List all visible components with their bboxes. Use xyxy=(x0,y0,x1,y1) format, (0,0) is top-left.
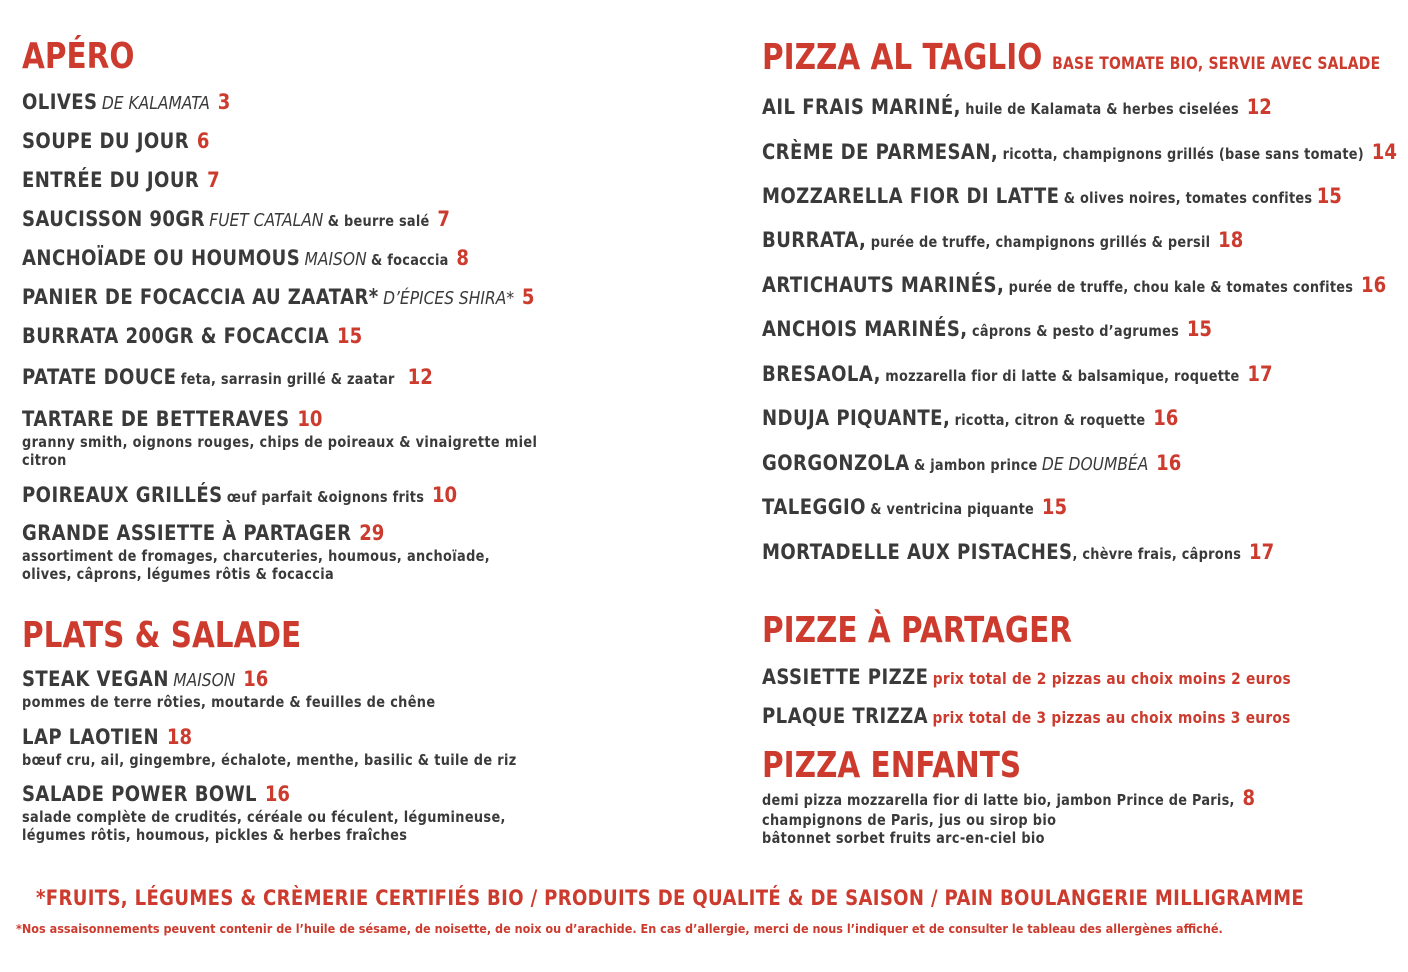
item-price: 18 xyxy=(166,725,193,749)
menu-item xyxy=(22,285,618,311)
item-desc: demi pizza mozzarella fior di latte bio, jambon Prince de Paris, xyxy=(762,791,1235,809)
menu-item xyxy=(22,725,597,769)
menu-item xyxy=(762,495,1117,521)
section-title-enfants: PIZZA ENFANTS xyxy=(762,745,1022,786)
item-desc: & jambon prince xyxy=(913,456,1038,474)
menu-item xyxy=(762,228,1322,254)
item-desc: citron xyxy=(22,451,67,469)
item-desc: granny smith, oignons rouges, chips de poireaux & vinaigrette miel xyxy=(22,433,538,451)
item-desc: & ventricina piquante xyxy=(870,500,1035,518)
item-price: 17 xyxy=(1249,540,1275,564)
item-origin: D’ÉPICES SHIRA* xyxy=(383,288,515,309)
item-price: 6 xyxy=(196,129,210,153)
item-name: ASSIETTE PIZZE xyxy=(762,665,929,689)
menu-item xyxy=(762,317,1285,343)
item-price: 16 xyxy=(243,667,269,691)
menu-item xyxy=(22,483,528,509)
item-price: 10 xyxy=(431,483,458,507)
item-name: TARTARE DE BETTERAVES xyxy=(22,407,290,431)
menu-item xyxy=(762,665,1377,691)
menu-item xyxy=(22,168,252,194)
item-origin: DE KALAMATA xyxy=(101,93,210,114)
item-name: ANCHOÏADE OU HOUMOUS xyxy=(22,246,301,270)
menu-item xyxy=(762,787,1335,847)
menu-item xyxy=(762,184,1408,210)
menu-item xyxy=(22,365,500,391)
item-name: OLIVES xyxy=(22,90,98,114)
item-price: 7 xyxy=(207,168,220,192)
item-price: 16 xyxy=(1156,451,1182,475)
item-desc: & olives noires, tomates confites xyxy=(1063,189,1313,207)
item-price: 3 xyxy=(217,90,231,114)
section-title-apero: APÉRO xyxy=(22,36,135,77)
item-name: BURRATA, xyxy=(762,228,867,252)
item-desc: légumes rôtis, houmous, pickles & herbes fraîches xyxy=(22,826,408,844)
menu-item xyxy=(22,207,520,233)
item-price: 12 xyxy=(1246,95,1272,119)
item-name: BURRATA 200GR & FOCACCIA xyxy=(22,324,330,348)
item-name: ANCHOIS MARINÉS, xyxy=(762,317,968,341)
menu-item xyxy=(22,667,503,711)
item-price: 5 xyxy=(521,285,535,309)
item-name: AIL FRAIS MARINÉ, xyxy=(762,95,961,119)
item-price: 15 xyxy=(1186,317,1212,341)
menu-item xyxy=(762,406,1246,432)
footer-allergy-note: *Nos assaisonnements peuvent contenir de l’huile de sésame, de noisette, de noix ou d’arachide. En cas d’allergie, merci de nous l’indiquer et de consulter le tableau des allergènes affiché. xyxy=(16,921,1223,936)
menu-item xyxy=(22,129,240,155)
item-desc: huile de Kalamata & herbes ciselées xyxy=(965,100,1239,118)
item-desc: salade complète de crudités, céréale ou féculent, légumineuse, xyxy=(22,808,506,826)
item-name: SALADE POWER BOWL xyxy=(22,782,257,806)
item-name: NDUJA PIQUANTE, xyxy=(762,406,951,430)
item-price: 16 xyxy=(1361,273,1387,297)
item-price: 16 xyxy=(1153,406,1179,430)
item-desc: ricotta, citron & roquette xyxy=(954,411,1146,429)
item-price: 12 xyxy=(407,365,433,389)
item-price: 16 xyxy=(264,782,290,806)
section-subtitle: BASE TOMATE BIO, SERVIE AVEC SALADE xyxy=(1052,54,1381,74)
menu-item xyxy=(22,407,621,469)
menu-item xyxy=(22,782,585,844)
item-name: GORGONZOLA xyxy=(762,451,910,475)
item-name: LAP LAOTIEN xyxy=(22,725,160,749)
item-origin: FUET CATALAN xyxy=(209,210,324,231)
item-origin: DE DOUMBÉA xyxy=(1041,454,1149,475)
item-desc: champignons de Paris, jus ou sirop bio xyxy=(762,811,1057,829)
item-desc: olives, câprons, légumes rôtis & focaccia xyxy=(22,565,335,583)
item-price: 14 xyxy=(1371,140,1397,164)
menu-item xyxy=(22,90,264,116)
item-price: 18 xyxy=(1218,228,1244,252)
item-price: 7 xyxy=(437,207,450,231)
item-name: ARTICHAUTS MARINÉS, xyxy=(762,273,1005,297)
item-desc: pommes de terre rôties, moutarde & feuilles de chêne xyxy=(22,693,436,711)
item-price: 8 xyxy=(1242,786,1256,810)
menu-item xyxy=(762,362,1356,388)
item-desc: feta, sarrasin grillé & zaatar xyxy=(180,370,395,388)
item-desc: purée de truffe, chou kale & tomates confites xyxy=(1008,278,1354,296)
item-price: 15 xyxy=(1041,495,1068,519)
item-name: PLAQUE TRIZZA xyxy=(762,704,929,728)
section-title-plats: PLATS & SALADE xyxy=(22,615,302,656)
item-origin: MAISON xyxy=(173,670,236,691)
item-desc: purée de truffe, champignons grillés & persil xyxy=(870,233,1211,251)
item-price: 15 xyxy=(1316,184,1342,208)
item-name: MORTADELLE AUX PISTACHES xyxy=(762,540,1073,564)
item-price: 29 xyxy=(359,521,385,545)
menu-item xyxy=(762,451,1250,477)
footer-bio-note: *FRUITS, LÉGUMES & CRÈMERIE CERTIFIÉS BIO / PRODUITS DE QUALITÉ & DE SAISON / PAIN BOULANGERIE MILLIGRAMME xyxy=(36,886,1305,910)
item-desc: bâtonnet sorbet fruits arc-en-ciel bio xyxy=(762,829,1045,847)
section-title-partager: PIZZE À PARTAGER xyxy=(762,610,1072,651)
item-name: STEAK VEGAN xyxy=(22,667,169,691)
item-desc: assortiment de fromages, charcuteries, houmous, anchoïade, xyxy=(22,547,491,565)
item-name: ENTRÉE DU JOUR xyxy=(22,168,200,192)
item-name: PANIER DE FOCACCIA AU ZAATAR* xyxy=(22,285,379,309)
section-title-taglio xyxy=(762,38,1380,84)
menu-item xyxy=(762,704,1377,730)
item-desc: mozzarella fior di latte & balsamique, roquette xyxy=(885,367,1240,385)
item-name: MOZZARELLA FIOR DI LATTE xyxy=(762,184,1060,208)
item-desc: & focaccia xyxy=(371,251,449,269)
section-title-text: PIZZA AL TAGLIO xyxy=(762,37,1043,78)
item-price: 15 xyxy=(337,324,363,348)
item-desc: œuf parfait &oignons frits xyxy=(226,488,425,506)
item-desc: prix total de 2 pizzas au choix moins 2 euros xyxy=(932,669,1291,688)
item-desc: bœuf cru, ail, gingembre, échalote, menthe, basilic & tuile de riz xyxy=(22,751,517,769)
item-name: GRANDE ASSIETTE À PARTAGER xyxy=(22,521,352,545)
menu-item xyxy=(762,140,1408,166)
item-desc: , chèvre frais, câprons xyxy=(1072,545,1242,563)
item-name: CRÈME DE PARMESAN, xyxy=(762,140,999,164)
menu-item xyxy=(22,246,542,272)
item-name: SAUCISSON 90GR xyxy=(22,207,205,231)
item-name: SOUPE DU JOUR xyxy=(22,129,190,153)
item-name: TALEGGIO xyxy=(762,495,866,519)
item-price: 8 xyxy=(456,246,470,270)
menu-item xyxy=(762,540,1358,566)
item-origin: MAISON xyxy=(304,249,367,270)
item-desc: prix total de 3 pizzas au choix moins 3 euros xyxy=(932,708,1291,727)
menu-item xyxy=(762,273,1408,299)
item-desc: câprons & pesto d’agrumes xyxy=(971,322,1180,340)
item-price: 17 xyxy=(1247,362,1273,386)
menu-item xyxy=(762,95,1355,121)
menu-item xyxy=(22,521,566,583)
item-desc: & beurre salé xyxy=(327,212,430,230)
item-name: POIREAUX GRILLÉS xyxy=(22,483,223,507)
menu-item xyxy=(22,324,418,350)
item-name: BRESAOLA, xyxy=(762,362,881,386)
item-name: PATATE DOUCE xyxy=(22,365,177,389)
item-price: 10 xyxy=(297,407,323,431)
item-desc: ricotta, champignons grillés (base sans tomate) xyxy=(1002,145,1364,163)
